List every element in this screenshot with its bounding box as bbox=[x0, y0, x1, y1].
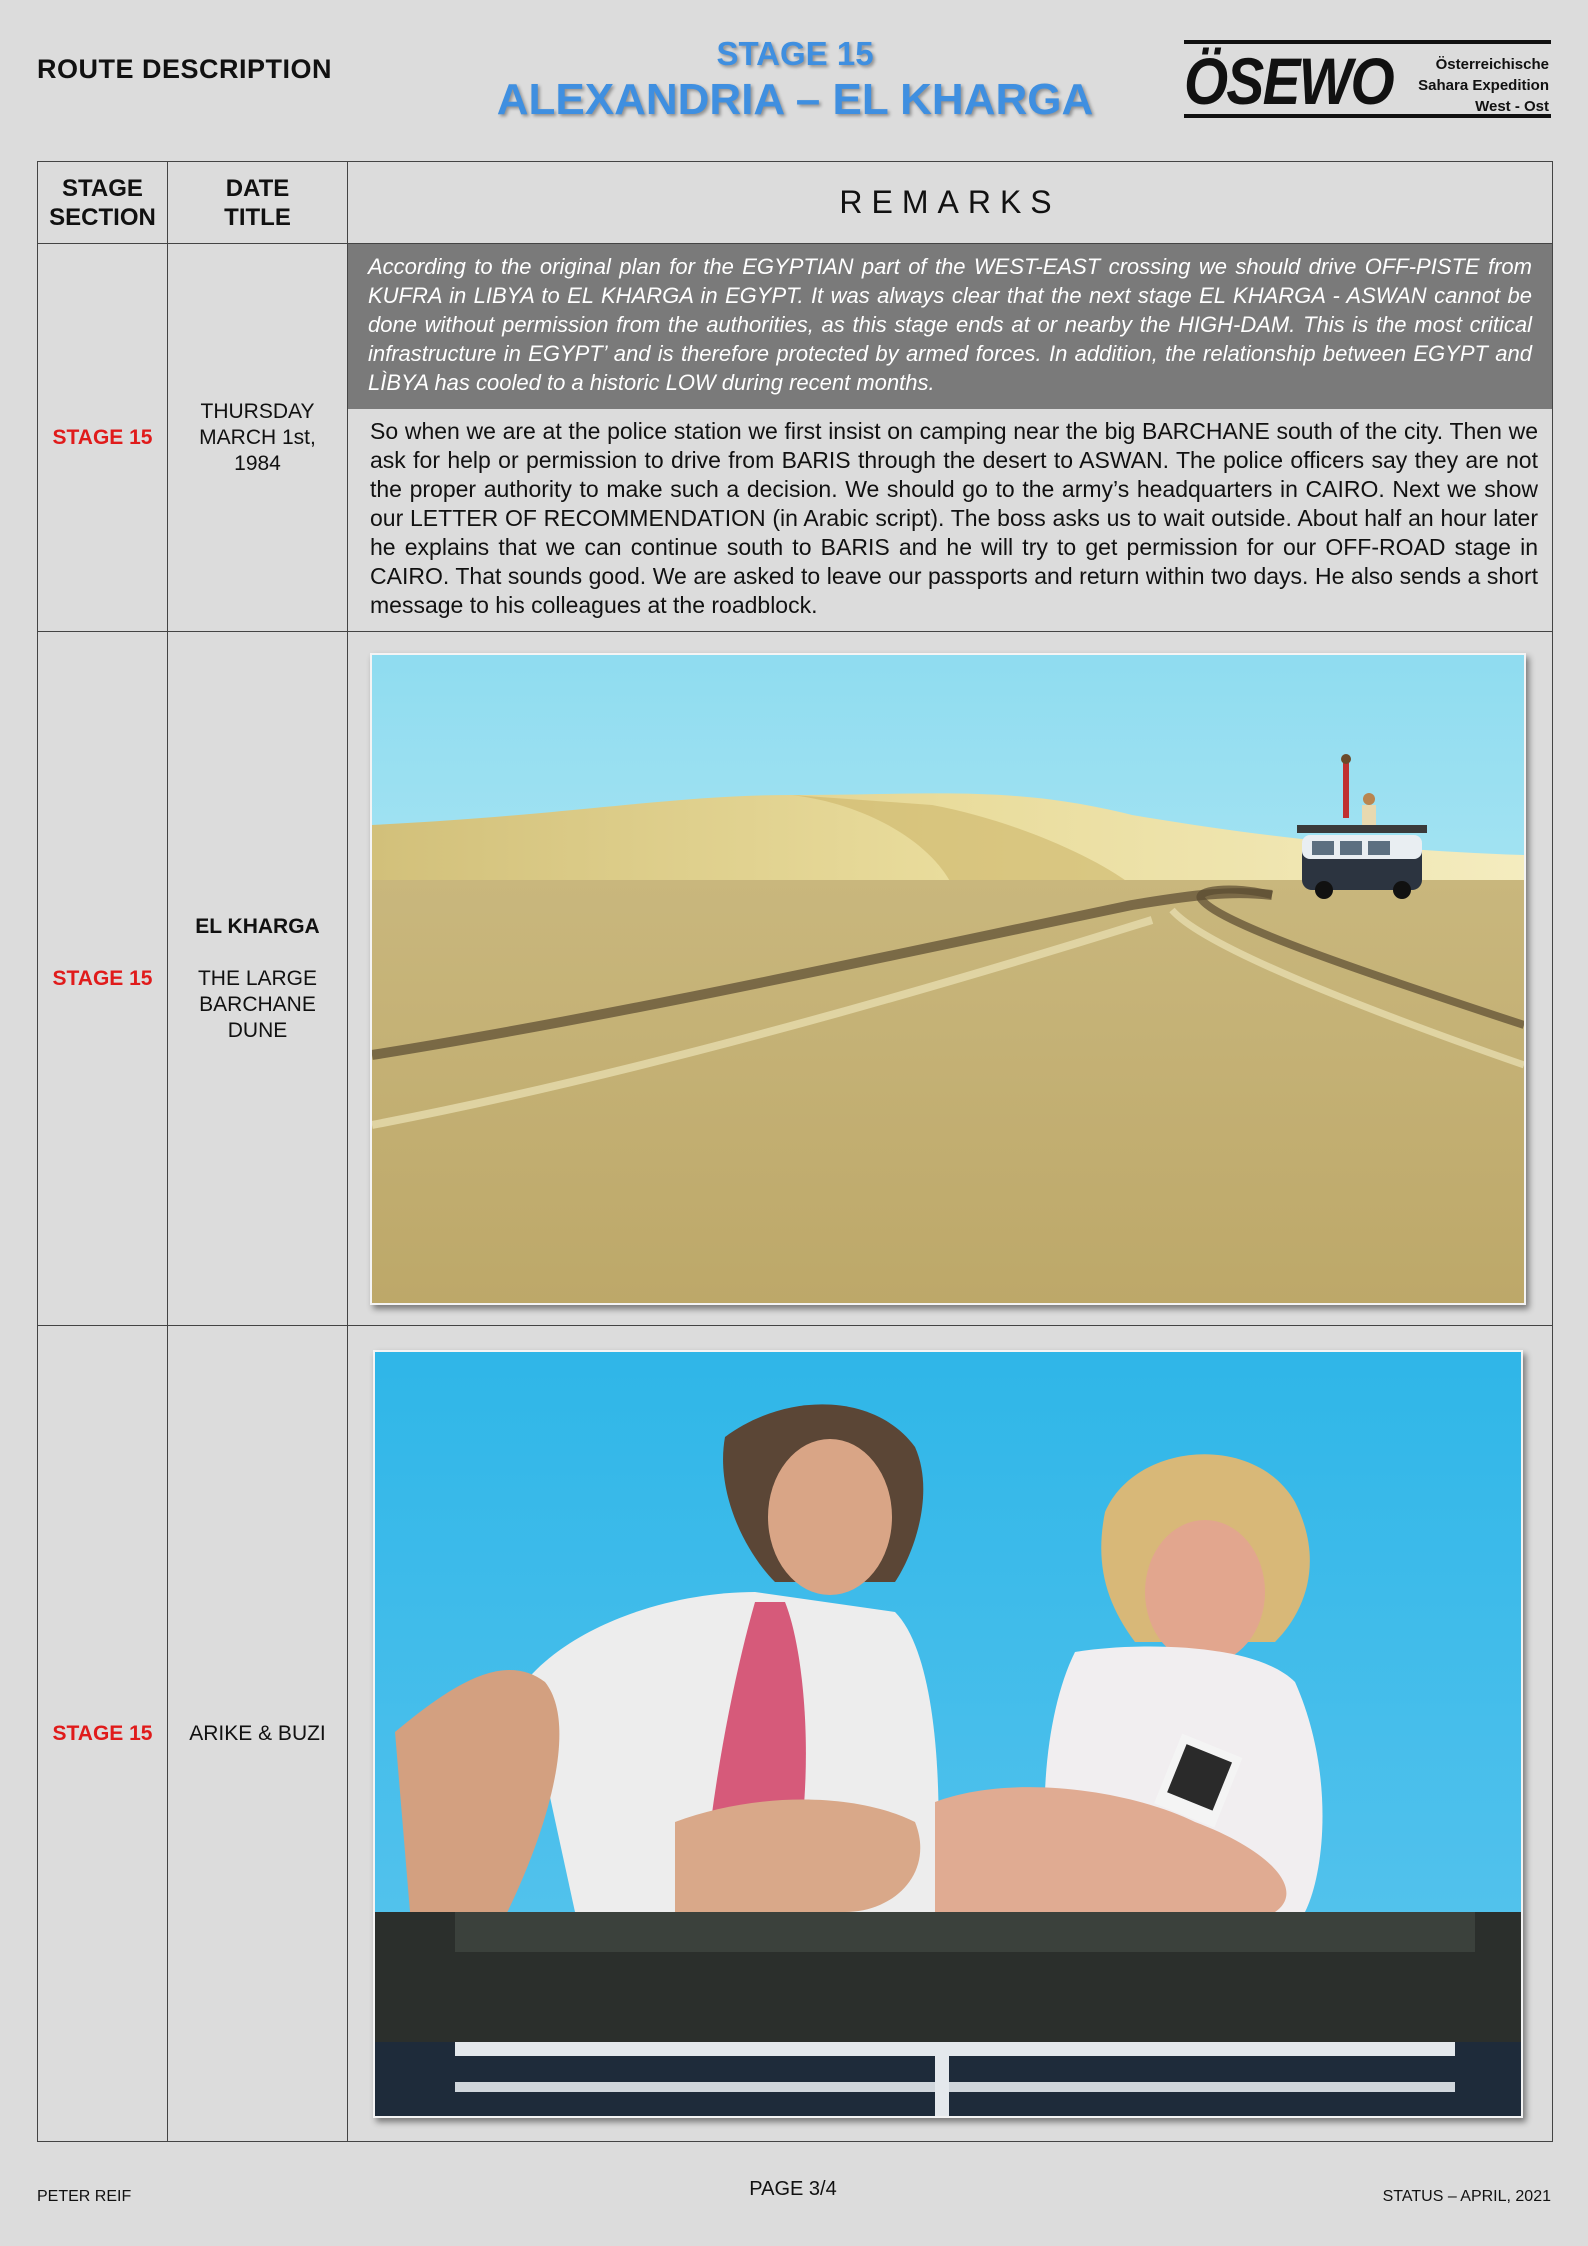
header-text: STAGE bbox=[62, 174, 143, 202]
stage-cell: STAGE 15 bbox=[38, 632, 168, 1326]
route-heading: ALEXANDRIA – EL KHARGA bbox=[496, 75, 1094, 124]
header-text: DATE bbox=[225, 174, 290, 202]
table-row bbox=[38, 632, 1553, 1326]
title-line: BARCHANE bbox=[199, 992, 316, 1016]
title-line: DUNE bbox=[227, 1018, 288, 1042]
portrait-photo bbox=[373, 1350, 1523, 2118]
portrait-photo-image bbox=[375, 1352, 1521, 2116]
table-header-row bbox=[38, 162, 1553, 244]
logo-mark: ÖSEWO bbox=[1184, 44, 1393, 118]
logo-line-3: West - Ost bbox=[1475, 98, 1549, 115]
body-paragraph: So when we are at the police station we first insist on camping near the big BARCHANE south of the city. Then we ask for help or permission to drive from BARIS through the desert to ASWAN. The police officers say they are not the proper authority to make such a decision. We should go to the army’s headquarters in CAIRO. Next we show our LETTER OF RECOMMENDATION (in Arabic script). The boss asks us to wait outside. About half an hour later he explains that we can continue south to BARIS and he will try to get permission for our OFF-ROAD stage in CAIRO. That sounds good. We are asked to leave our passports and return within two days. He also sends a short message to his colleagues at the roadblock. bbox=[370, 418, 1538, 618]
footer-page-number: PAGE 3/4 bbox=[749, 2178, 837, 2200]
page-heading bbox=[440, 34, 1150, 126]
stage-cell: STAGE 15 bbox=[38, 244, 168, 632]
column-header-stage bbox=[38, 162, 168, 244]
stage-cell: STAGE 15 bbox=[38, 1326, 168, 2142]
footer-author: PETER REIF bbox=[37, 2188, 132, 2205]
title-cell bbox=[168, 632, 348, 1326]
table-row bbox=[38, 244, 1553, 632]
date-line: THURSDAY bbox=[200, 399, 315, 423]
photo-cell bbox=[348, 1326, 1553, 2142]
title-cell: ARIKE & BUZI bbox=[168, 1326, 348, 2142]
column-header-date bbox=[168, 162, 348, 244]
footer-status: STATUS – APRIL, 2021 bbox=[1382, 2188, 1551, 2205]
photo-cell bbox=[348, 632, 1553, 1326]
intro-paragraph: According to the original plan for the EGYPTIAN part of the WEST-EAST crossing we should drive OFF-PISTE from KUFRA in LIBYA to EL KHARGA in EGYPT. It was always clear that the next stage EL KHARGA - ASWAN cannot be done without permission from the authorities, as this stage ends at or nearby the HIGH-DAM. This is the most critical infrastructure in EGYPT’ and is therefore protected by armed forces. In addition, the relationship between EGYPT and LÌBYA has cooled to a historic LOW during recent months. bbox=[348, 244, 1552, 409]
dune-photo-image bbox=[372, 655, 1524, 1303]
osewo-logo bbox=[1184, 40, 1551, 118]
remarks-cell bbox=[348, 244, 1553, 632]
column-header-remarks: REMARKS bbox=[348, 162, 1553, 244]
date-line: MARCH 1st, bbox=[199, 425, 316, 449]
document-label: ROUTE DESCRIPTION bbox=[37, 54, 333, 84]
table-row bbox=[38, 1326, 1553, 2142]
logo-subtitle bbox=[1418, 54, 1549, 117]
van-roof bbox=[375, 1912, 1521, 2116]
stage-heading: STAGE 15 bbox=[716, 35, 874, 72]
date-line: 1984 bbox=[234, 451, 281, 475]
logo-line-2: Sahara Expedition bbox=[1418, 77, 1549, 94]
header-text: SECTION bbox=[49, 203, 156, 231]
route-table bbox=[37, 161, 1553, 2142]
date-cell bbox=[168, 244, 348, 632]
header-text: TITLE bbox=[224, 203, 291, 231]
dune-photo bbox=[370, 653, 1526, 1305]
title-line: THE LARGE bbox=[197, 966, 318, 990]
title-bold: EL KHARGA bbox=[195, 914, 320, 938]
logo-line-1: Österreichische bbox=[1435, 56, 1549, 73]
